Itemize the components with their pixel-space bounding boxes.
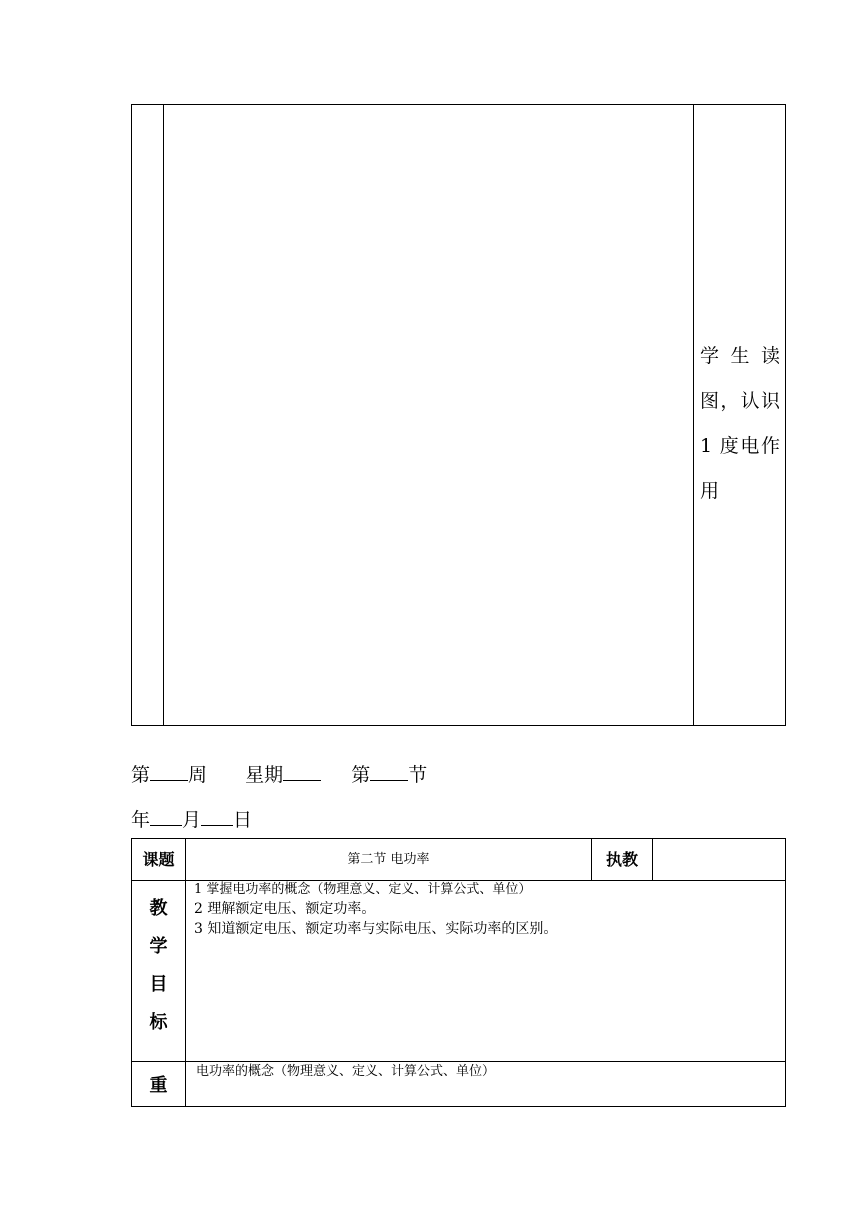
student-activity-note xyxy=(700,334,780,514)
goal-item: 3 知道额定电压、额定功率与实际电压、实际功率的区别。 xyxy=(194,921,558,937)
note-line: 学 生 读 xyxy=(700,345,780,367)
week-suffix: 周 xyxy=(188,764,208,786)
key-point-label: 重 xyxy=(149,1075,168,1096)
note-line: 图，认识 xyxy=(700,390,780,412)
goal-item: 2 理解额定电压、额定功率。 xyxy=(194,901,376,917)
goals-label-char: 教 xyxy=(149,898,168,919)
goal-item: 1 掌握电功率的概念（物理意义、定义、计算公式、单位） xyxy=(194,882,532,897)
month-label: 月 xyxy=(182,809,202,831)
topic-label: 课题 xyxy=(142,850,175,869)
date-line xyxy=(131,805,252,832)
goals-list xyxy=(194,881,779,939)
goals-label xyxy=(132,890,185,1042)
month-blank[interactable] xyxy=(150,807,182,826)
period-prefix: 第 xyxy=(351,764,371,786)
teacher-value[interactable] xyxy=(653,839,785,880)
week-prefix: 第 xyxy=(131,764,151,786)
weekday-prefix: 星期 xyxy=(245,764,284,786)
table-column-divider xyxy=(163,104,164,726)
table-column-divider xyxy=(693,104,694,726)
period-suffix: 节 xyxy=(408,764,428,786)
period-blank[interactable] xyxy=(370,762,408,781)
day-label: 日 xyxy=(233,809,253,831)
goals-label-char: 标 xyxy=(149,1012,168,1033)
week-blank[interactable] xyxy=(150,762,188,781)
topic-value: 第二节 电功率 xyxy=(347,852,430,867)
goals-label-char: 学 xyxy=(149,936,168,957)
key-point-text: 电功率的概念（物理意义、定义、计算公式、单位） xyxy=(196,1064,496,1079)
lesson-plan-table xyxy=(131,838,786,1107)
continuation-table xyxy=(131,104,786,726)
schedule-line xyxy=(131,760,427,787)
year-label: 年 xyxy=(131,809,151,831)
day-blank[interactable] xyxy=(201,807,233,826)
note-line: 用 xyxy=(700,480,720,502)
teacher-label: 执教 xyxy=(605,850,638,869)
goals-label-char: 目 xyxy=(149,974,168,995)
note-line: 1 度电作 xyxy=(700,435,780,457)
weekday-blank[interactable] xyxy=(283,762,321,781)
